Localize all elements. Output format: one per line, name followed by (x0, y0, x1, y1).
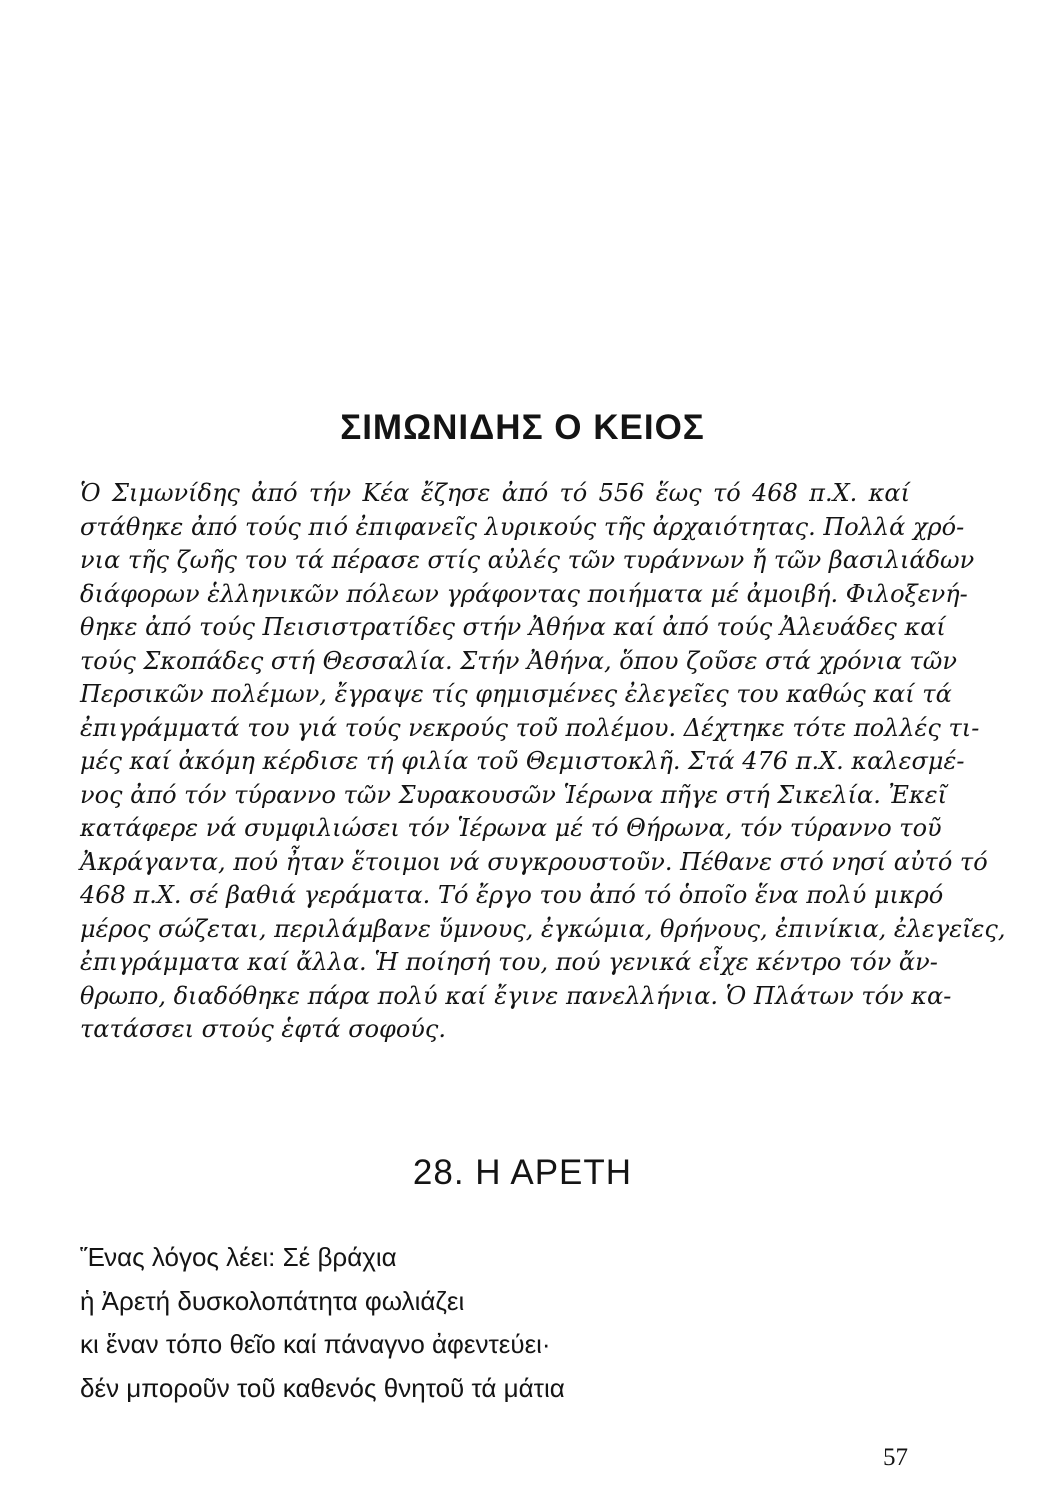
biography-line: θρωπο, διαδόθηκε πάρα πολύ καί ἔγινε πανελλήνια. Ὁ Πλάτων τόν κα- (80, 981, 952, 1010)
poem-text (80, 1236, 565, 1410)
biography-line: μέρος σώζεται, περιλάμβανε ὕμνους, ἐγκώμια, θρήνους, ἐπινίκια, ἐλεγεῖες, (80, 914, 1006, 943)
biography-line: νος ἀπό τόν τύραννο τῶν Συρακουσῶν Ἱέρωνα πῆγε στή Σικελία. Ἐκεῖ (80, 780, 947, 809)
biography-line: νια τῆς ζωῆς του τά πέρασε στίς αὐλές τῶν τυράννων ἤ τῶν βασιλιάδων (80, 546, 975, 574)
biography-line: κατάφερε νά συμφιλιώσει τόν Ἱέρωνα μέ τό Θήρωνα, τόν τύραννο τοῦ (80, 814, 942, 842)
biography-line: μές καί ἀκόμη κέρδισε τή φιλία τοῦ Θεμιστοκλῆ. Στά 476 π.Χ. καλεσμέ- (80, 747, 965, 775)
biography-paragraph (80, 477, 1006, 1047)
poem-line: Ἕνας λόγος λέει: Σέ βράχια (80, 1242, 397, 1272)
biography-line: 468 π.Χ. σέ βαθιά γεράματα. Τό ἔργο του ἀπό τό ὁποῖο ἕνα πολύ μικρό (80, 881, 944, 909)
biography-line: ἐπιγράμματά του γιά τούς νεκρούς τοῦ πολέμου. Δέχτηκε τότε πολλές τι- (80, 713, 980, 742)
biography-line: Ἀκράγαντα, πού ἦταν ἕτοιμοι νά συγκρουστοῦν. Πέθανε στό νησί αὐτό τό (80, 847, 988, 876)
poem-line: ἡ Ἀρετή δυσκολοπάτητα φωλιάζει (80, 1285, 465, 1316)
biography-line: στάθηκε ἀπό τούς πιό ἐπιφανεῖς λυρικούς τῆς ἀρχαιότητας. Πολλά χρό- (80, 512, 965, 541)
biography-line: τατάσσει στούς ἑφτά σοφούς. (80, 1015, 446, 1043)
page-number: 57 (883, 1444, 908, 1471)
biography-line: Περσικῶν πολέμων, ἔγραψε τίς φημισμένες ἐλεγεῖες του καθώς καί τά (80, 680, 952, 708)
biography-line: διάφορων ἑλληνικῶν πόλεων γράφοντας ποιήματα μέ ἀμοιβή. Φιλοξενή- (80, 579, 968, 608)
biography-line: ἐπιγράμματα καί ἄλλα. Ἡ ποίησή του, πού γενικά εἶχε κέντρο τόν ἄν- (80, 948, 938, 976)
biography-line: Ὁ Σιμωνίδης ἀπό τήν Κέα ἔζησε ἀπό τό 556 ἕως τό 468 π.Χ. καί (80, 479, 910, 507)
chapter-heading: ΣΙΜΩΝΙΔΗΣ Ο ΚΕΙΟΣ (340, 408, 705, 447)
poem-line: δέν μποροῦν τοῦ καθενός θνητοῦ τά μάτια (80, 1372, 565, 1403)
biography-line: τούς Σκοπάδες στή Θεσσαλία. Στήν Ἀθήνα, ὅπου ζοῦσε στά χρόνια τῶν (80, 646, 957, 675)
poem-line: κι ἕναν τόπο θεῖο καί πάναγνο ἀφεντεύει· (80, 1329, 551, 1359)
biography-line: θηκε ἀπό τούς Πεισιστρατίδες στήν Ἀθήνα καί ἀπό τούς Ἀλευάδες καί (80, 613, 946, 641)
poem-title: 28. Η ΑΡΕΤΗ (412, 1153, 633, 1192)
